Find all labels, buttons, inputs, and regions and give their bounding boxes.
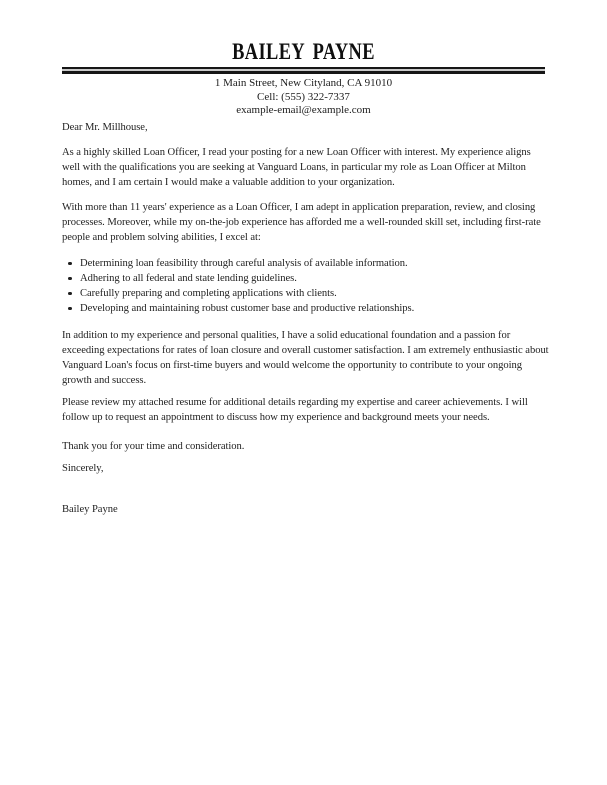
list-item: Determining loan feasibility through careful analysis of available information. xyxy=(62,256,540,271)
salutation: Dear Mr. Millhouse, xyxy=(62,122,148,133)
letter-author-name: BAILEY PAYNE xyxy=(232,39,375,64)
paragraph-education: In addition to my experience and personal qualities, I have a solid educational foundation and a passion for exceeding expectations for rates of loan closure and overall customer satisfaction. I am extremely enthusiastic about Vanguard Loan's focus on first-time buyers and would welcome the opportunity to contribute to your ongoing growth and success. xyxy=(62,330,549,386)
thank-you-line: Thank you for your time and consideration. xyxy=(62,441,245,452)
contact-block xyxy=(0,77,607,118)
contact-email: example-email@example.com xyxy=(236,104,371,116)
header-divider-rule xyxy=(62,67,545,74)
paragraph-experience: With more than 11 years' experience as a Loan Officer, I am adept in application preparation, review, and closing processes. Moreover, while my on-the-job experience has afforded me a well-rounded skill set, including first-rate people and problem solving abilities, I excel at: xyxy=(62,202,541,243)
list-item: Carefully preparing and completing applications with clients. xyxy=(62,286,540,301)
paragraph-intro: As a highly skilled Loan Officer, I read your posting for a new Loan Officer with interest. My experience aligns well with the qualifications you are seeking at Vanguard Loans, in particular my role as Loan Officer at Milton homes, and I am certain I would make a valuable addition to your organization. xyxy=(62,147,531,188)
closing-line: Sincerely, xyxy=(62,463,104,474)
signature-name: Bailey Payne xyxy=(62,504,118,515)
skills-list xyxy=(62,256,540,316)
contact-address: 1 Main Street, New Cityland, CA 91010 xyxy=(214,77,393,89)
list-item: Developing and maintaining robust customer base and productive relationships. xyxy=(62,301,540,316)
list-item: Adhering to all federal and state lending guidelines. xyxy=(62,271,540,286)
contact-phone: Cell: (555) 322-7337 xyxy=(257,90,350,103)
paragraph-followup: Please review my attached resume for additional details regarding my expertise and career achievements. I will follow up to request an appointment to discuss how my experience and background meets your needs. xyxy=(62,397,528,423)
